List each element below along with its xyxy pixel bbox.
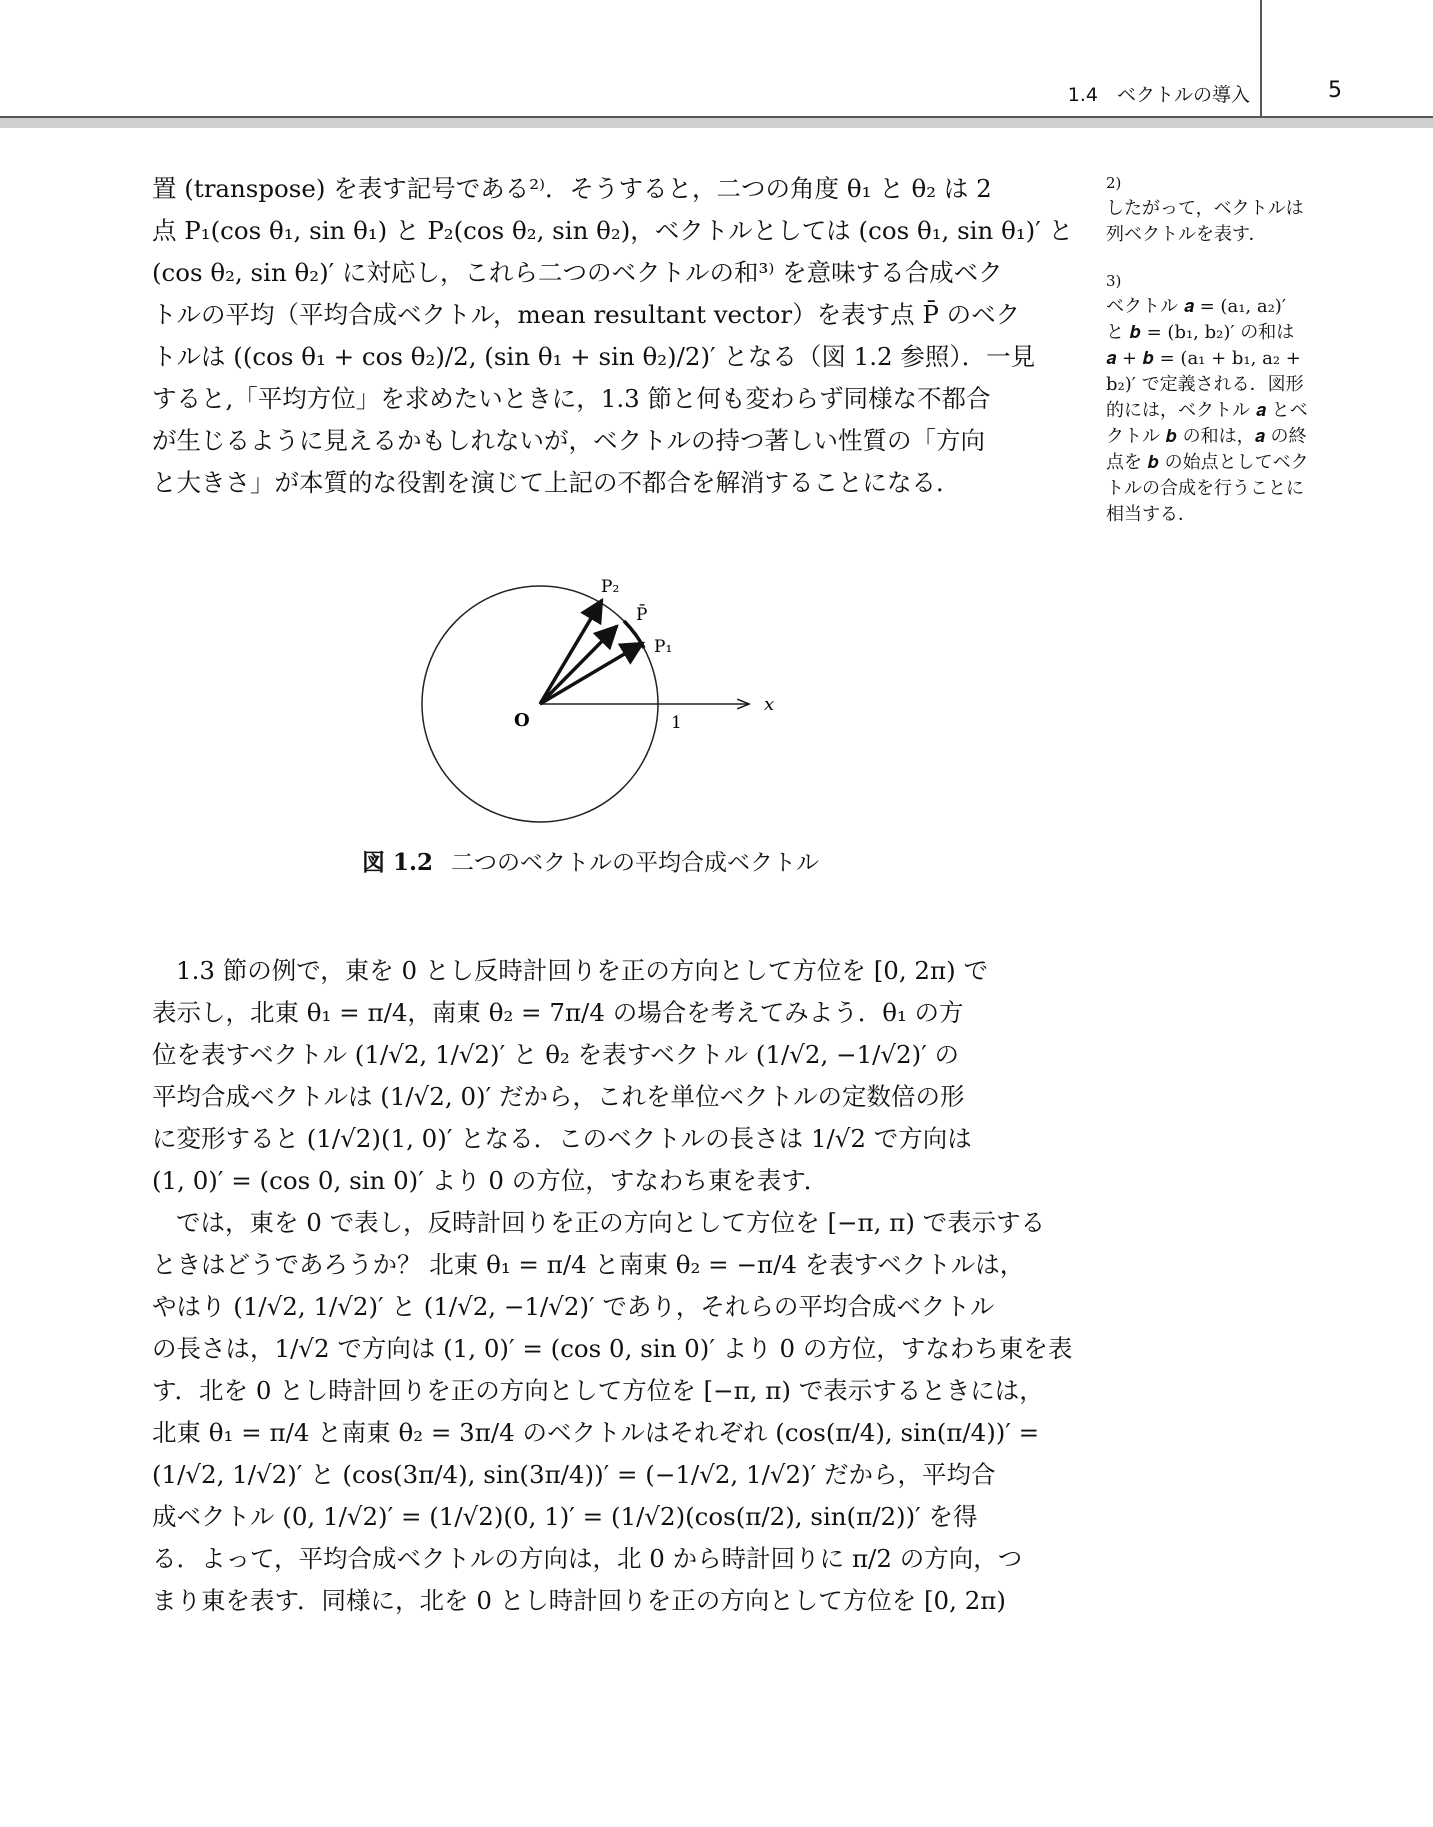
running-head: 1.4 ベクトルの導入 [1067,84,1250,106]
p2-label: P₂ [601,577,620,597]
text-line: 点 P₁(cos θ₁, sin θ₁) と P₂(cos θ₂, sin θ₂)，ベクトルとしては (cos θ₁, sin θ₁)′ と [152,216,1074,245]
text-line: 位を表すベクトル (1/√2, 1/√2)′ と θ₂ を表すベクトル (1/√2, −1/√2)′ の [152,1040,960,1069]
footnote-mark: 2) [1106,174,1122,192]
note-line: と 𝒃 = (b₁, b₂)′ の和は [1106,322,1295,343]
note-line: 相当する． [1106,504,1196,525]
text-line: と大きさ」が本質的な役割を演じて上記の不都合を解消することになる． [152,468,961,497]
margin-note-3 [1106,268,1346,528]
margin-note-2 [1106,170,1346,248]
text-line: 北東 θ₁ = π/4 と南東 θ₂ = 3π/4 のベクトルはそれぞれ (cos(π/4), sin(π/4))′ = [152,1418,1040,1447]
text-line: に変形すると (1/√2)(1, 0)′ となる．このベクトルの長さは 1/√2 で方向は [152,1124,972,1153]
p1-label: P₁ [654,637,673,657]
text-line: す．北を 0 とし時計回りを正の方向として方位を [−π, π) で表示するときには， [152,1376,1044,1405]
note-line: 𝒂 + 𝒃 = (a₁ + b₁, a₂ + [1106,348,1301,369]
header-rule [0,116,1433,128]
origin-label: O [514,710,530,731]
x-axis-label: x [764,694,775,715]
text-line: 表示し，北東 θ₁ = π/4，南東 θ₂ = 7π/4 の場合を考えてみよう．θ₁ の方 [152,998,964,1027]
text-line: まり東を表す．同様に，北を 0 とし時計回りを正の方向として方位を [0, 2π) [152,1586,1006,1615]
note-line: したがって，ベクトルは [1106,198,1304,219]
note-line: 的には，ベクトル 𝒂 とベ [1106,400,1308,421]
text-line: 1.3 節の例で，東を 0 とし反時計回りを正の方向として方位を [0, 2π) で [176,956,988,985]
unit-label: 1 [671,713,682,733]
page-number: 5 [1328,78,1342,103]
text-line: の長さは，1/√2 で方向は (1, 0)′ = (cos 0, sin 0)′ より 0 の方位，すなわち東を表 [152,1334,1073,1363]
text-line: 平均合成ベクトルは (1/√2, 0)′ だから，これを単位ベクトルの定数倍の形 [152,1082,965,1111]
text-line: る．よって，平均合成ベクトルの方向は，北 0 から時計回りに π/2 の方向，つ [152,1544,1023,1573]
caption-text: 二つのベクトルの平均合成ベクトル [451,850,820,876]
note-line: トルの合成を行うことに [1106,478,1304,499]
figure-label: 図 1.2 [362,849,434,876]
text-line: すると,「平均方位」を求めたいときに，1.3 節と何も変わらず同様な不都合 [152,384,991,413]
figure-caption [362,844,922,877]
text-line: (1, 0)′ = (cos 0, sin 0)′ より 0 の方位，すなわち東を表す． [152,1166,829,1195]
note-line: 列ベクトルを表す． [1106,224,1267,245]
paragraph-1 [152,168,1074,504]
footnote-mark: 3) [1106,272,1122,290]
note-line: ベクトル 𝒂 = (a₁, a₂)′ [1106,296,1286,317]
note-line: クトル 𝒃 の和は，𝒂 の終 [1106,426,1307,447]
text-line: では，東を 0 で表し，反時計回りを正の方向として方位を [−π, π) で表示する [176,1208,1046,1237]
note-line: b₂)′ で定義される．図形 [1106,374,1304,395]
header-divider [1260,0,1262,117]
text-line: トルは ((cos θ₁ + cos θ₂)/2, (sin θ₁ + sin θ₂)/2)′ となる（図 1.2 参照）．一見 [152,342,1036,371]
pbar-label: P̄ [636,605,648,625]
text-line: (cos θ₂, sin θ₂)′ に対応し，これら二つのベクトルの和³⁾ を意味する合成ベク [152,258,1003,287]
note-line: 点を 𝒃 の始点としてベク [1106,452,1309,473]
text-line: 置 (transpose) を表す記号である²⁾．そうすると，二つの角度 θ₁ と θ₂ は 2 [152,174,992,203]
paragraph-2 [152,950,1052,1202]
text-line: が生じるように見えるかもしれないが，ベクトルの持つ著しい性質の「方向 [152,426,985,455]
text-line: 成ベクトル (0, 1/√2)′ = (1/√2)(0, 1)′ = (1/√2)(cos(π/2), sin(π/2))′ を得 [152,1502,978,1531]
text-line: やはり (1/√2, 1/√2)′ と (1/√2, −1/√2)′ であり，それらの平均合成ベクトル [152,1292,995,1321]
paragraph-3 [152,1202,1073,1622]
text-line: トルの平均（平均合成ベクトル，mean resultant vector）を表す点 P̄ のベク [152,300,1021,329]
text-line: (1/√2, 1/√2)′ と (cos(3π/4), sin(3π/4))′ = (−1/√2, 1/√2)′ だから，平均合 [152,1460,996,1489]
text-line: ときはどうであろうか？ 北東 θ₁ = π/4 と南東 θ₂ = −π/4 を表すベクトルは， [152,1250,1025,1279]
vector-diagram [400,570,800,830]
